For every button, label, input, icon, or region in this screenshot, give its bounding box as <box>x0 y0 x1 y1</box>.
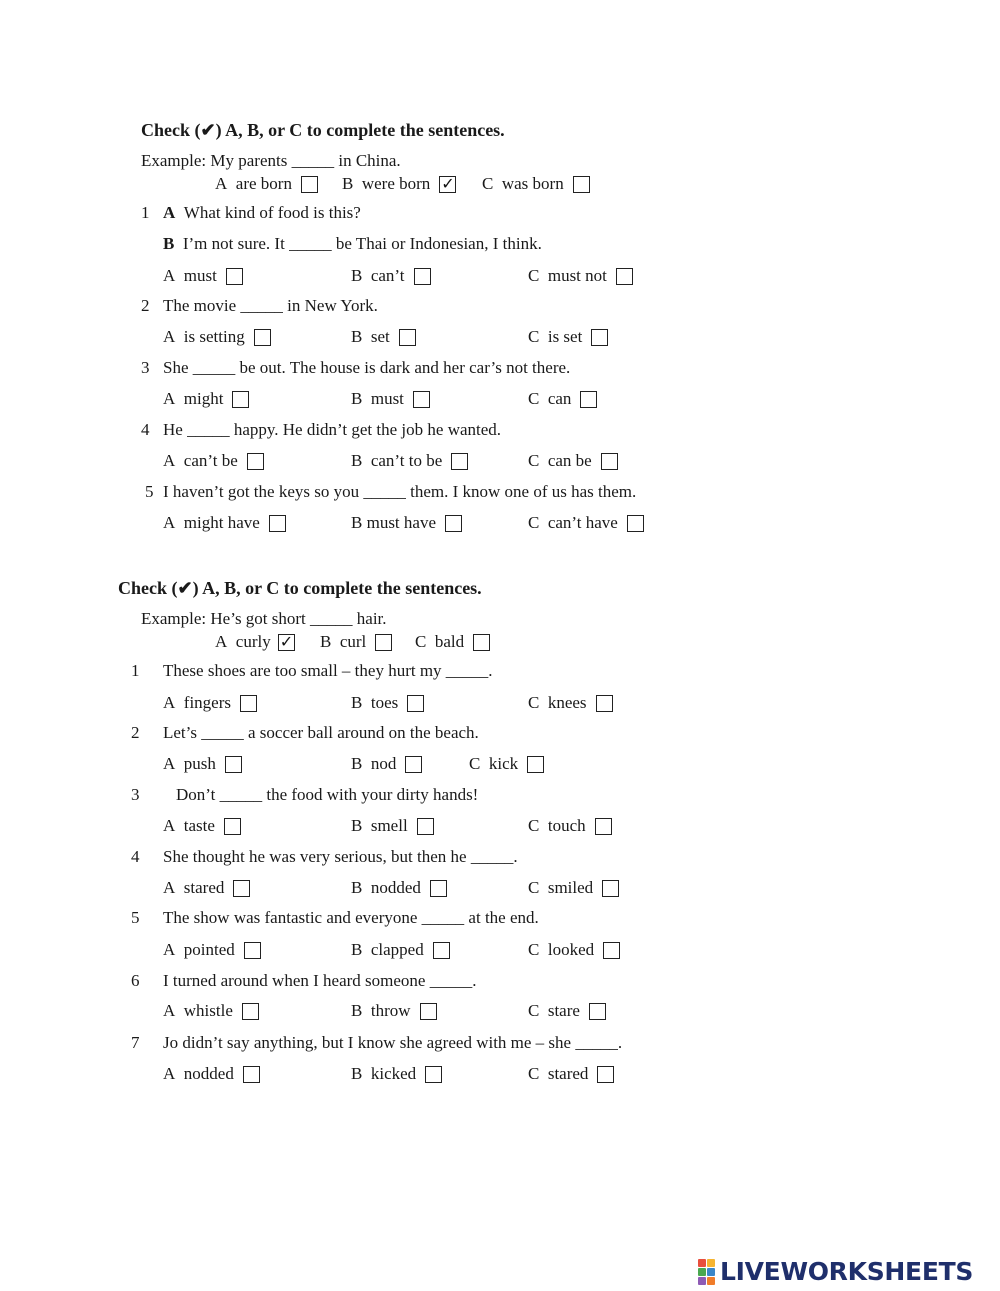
checkbox[interactable] <box>243 1066 260 1083</box>
option-letter: A <box>163 940 176 959</box>
checkbox[interactable] <box>601 453 618 470</box>
option-text: clapped <box>370 940 424 959</box>
question-number: 4 <box>141 420 150 439</box>
option-letter: C <box>528 266 540 285</box>
checkbox[interactable] <box>226 268 243 285</box>
option-text: push <box>183 754 216 773</box>
question-number: 3 <box>131 785 140 804</box>
option-letter: A <box>163 327 176 346</box>
option-a <box>163 327 271 347</box>
option-a <box>163 451 264 471</box>
checkbox[interactable] <box>247 453 264 470</box>
logo-text: LIVEWORKSHEETS <box>720 1257 974 1286</box>
checkbox[interactable] <box>269 515 286 532</box>
checkbox[interactable] <box>616 268 633 285</box>
option-text: smiled <box>547 878 594 897</box>
checkbox[interactable] <box>301 176 318 193</box>
option-letter: A <box>163 513 176 532</box>
option-text: nodded <box>183 1064 234 1083</box>
option-letter: B <box>320 632 332 651</box>
option-text: stare <box>547 1001 580 1020</box>
question-text: Jo didn’t say anything, but I know she agreed with me – she _____. <box>163 1033 623 1052</box>
option-c <box>528 693 613 713</box>
option-b <box>351 754 422 774</box>
option-c <box>528 266 633 286</box>
logo-block <box>698 1268 706 1276</box>
question-number: 2 <box>141 296 150 315</box>
checkbox[interactable] <box>233 880 250 897</box>
option-text: curly <box>235 632 271 651</box>
option-text: stared <box>547 1064 589 1083</box>
checkbox[interactable] <box>414 268 431 285</box>
question-text: These shoes are too small – they hurt my _____. <box>163 661 493 680</box>
option-text: is setting <box>183 327 245 346</box>
question-text: Don’t _____ the food with your dirty hands! <box>176 785 479 804</box>
option-text: can’t <box>370 266 405 285</box>
checkbox[interactable] <box>445 515 462 532</box>
option-a <box>163 754 242 774</box>
option-text: must <box>370 389 404 408</box>
option-b <box>351 878 447 898</box>
option-b <box>351 327 416 347</box>
checkbox[interactable] <box>591 329 608 346</box>
checkbox[interactable] <box>407 695 424 712</box>
section1-example-option-a <box>215 174 318 194</box>
checkbox[interactable] <box>417 818 434 835</box>
option-letter: A <box>163 266 176 285</box>
option-text: taste <box>183 816 215 835</box>
option-b <box>351 266 431 286</box>
checkbox-checked[interactable] <box>439 176 456 193</box>
option-letter: C <box>528 816 540 835</box>
option-c <box>528 816 612 836</box>
option-text: must have <box>366 513 436 532</box>
checkbox[interactable] <box>413 391 430 408</box>
option-text: whistle <box>183 1001 233 1020</box>
question-text: The show was fantastic and everyone _____ at the end. <box>163 908 539 927</box>
question-text: She _____ be out. The house is dark and her car’s not there. <box>163 358 571 377</box>
question-text: What kind of food is this? <box>183 203 361 222</box>
section1-example-option-b <box>342 174 456 194</box>
question-text: She thought he was very serious, but then he _____. <box>163 847 518 866</box>
liveworksheets-blocks-icon <box>698 1259 715 1285</box>
option-a <box>163 940 261 960</box>
option-letter: B <box>351 266 363 285</box>
option-c <box>528 940 620 960</box>
option-b <box>351 1064 442 1084</box>
checkbox[interactable] <box>375 634 392 651</box>
option-letter: B <box>351 327 363 346</box>
speaker-label: A <box>163 203 176 222</box>
option-letter: C <box>528 451 540 470</box>
checkbox[interactable] <box>573 176 590 193</box>
checkbox[interactable] <box>580 391 597 408</box>
option-c <box>528 1001 606 1021</box>
option-text: might have <box>183 513 260 532</box>
question-number: 1 <box>131 661 140 680</box>
checkbox[interactable] <box>420 1003 437 1020</box>
checkbox[interactable] <box>244 942 261 959</box>
checkbox[interactable] <box>399 329 416 346</box>
option-text: must <box>183 266 217 285</box>
option-letter: B <box>351 754 363 773</box>
question-number: 6 <box>131 971 140 990</box>
logo-block <box>707 1268 715 1276</box>
option-letter: A <box>163 389 176 408</box>
option-text: kick <box>488 754 519 773</box>
logo-block <box>698 1277 706 1285</box>
question-text: He _____ happy. He didn’t get the job he wanted. <box>163 420 502 439</box>
option-letter: C <box>528 389 540 408</box>
option-b <box>351 389 430 409</box>
option-letter: C <box>469 754 481 773</box>
option-b <box>351 451 468 471</box>
logo-block <box>698 1259 706 1267</box>
option-text: looked <box>547 940 595 959</box>
option-text: knees <box>547 693 587 712</box>
section2-example-option-a <box>215 632 295 652</box>
option-text: pointed <box>183 940 235 959</box>
question-text: Let’s _____ a soccer ball around on the beach. <box>163 723 479 742</box>
question-number: 4 <box>131 847 140 866</box>
option-letter: C <box>415 632 427 651</box>
checkbox[interactable] <box>240 695 257 712</box>
section2-example-option-c <box>415 632 490 652</box>
option-letter: B <box>351 940 363 959</box>
option-a <box>163 693 257 713</box>
option-letter: A <box>163 451 176 470</box>
option-c <box>528 451 618 471</box>
option-text: toes <box>370 693 399 712</box>
option-letter: A <box>163 816 176 835</box>
option-b <box>351 940 450 960</box>
checkbox[interactable] <box>597 1066 614 1083</box>
option-text: nodded <box>370 878 421 897</box>
checkbox[interactable] <box>242 1003 259 1020</box>
option-letter: C <box>528 327 540 346</box>
section2-heading: Check (✔) A, B, or C to complete the sentences. <box>118 578 482 598</box>
checkbox[interactable] <box>224 818 241 835</box>
option-c <box>469 754 544 774</box>
option-text: might <box>183 389 224 408</box>
question-number: 5 <box>131 908 140 927</box>
option-letter: A <box>215 632 228 651</box>
checkbox[interactable] <box>451 453 468 470</box>
checkbox-checked[interactable] <box>278 634 295 651</box>
question-text: I turned around when I heard someone _____. <box>163 971 477 990</box>
option-letter: A <box>163 693 176 712</box>
checkbox[interactable] <box>602 880 619 897</box>
option-a <box>163 389 249 409</box>
option-b <box>351 816 434 836</box>
option-letter: B <box>351 451 363 470</box>
option-text: can be <box>547 451 592 470</box>
option-letter: A <box>215 174 228 193</box>
option-letter: B <box>351 816 363 835</box>
option-text: stared <box>183 878 225 897</box>
option-c <box>528 327 608 347</box>
option-text: set <box>370 327 390 346</box>
option-letter: C <box>528 878 540 897</box>
option-a <box>163 266 243 286</box>
option-text: can <box>547 389 572 408</box>
option-letter: A <box>163 1064 176 1083</box>
section1-example-option-c <box>482 174 590 194</box>
option-a <box>163 513 286 533</box>
checkbox[interactable] <box>254 329 271 346</box>
question-text: The movie _____ in New York. <box>163 296 378 315</box>
option-b <box>351 513 462 533</box>
option-c <box>528 389 597 409</box>
option-text: were born <box>361 174 431 193</box>
option-letter: C <box>482 174 494 193</box>
option-text: bald <box>434 632 465 651</box>
option-letter: B <box>351 878 363 897</box>
option-text: must not <box>547 266 607 285</box>
option-c <box>528 513 644 533</box>
option-c <box>528 878 619 898</box>
checkbox[interactable] <box>603 942 620 959</box>
checkbox[interactable] <box>405 756 422 773</box>
logo-block <box>707 1277 715 1285</box>
question-line-b <box>163 234 542 254</box>
option-letter: B <box>351 513 363 532</box>
checkbox[interactable] <box>627 515 644 532</box>
section1-example-sentence: Example: My parents _____ in China. <box>141 151 401 170</box>
question-text: I haven’t got the keys so you _____ them. I know one of us has them. <box>163 482 637 501</box>
option-text: curl <box>339 632 367 651</box>
logo-block <box>707 1259 715 1267</box>
checkbox[interactable] <box>430 880 447 897</box>
option-c <box>528 1064 614 1084</box>
checkbox[interactable] <box>473 634 490 651</box>
checkbox[interactable] <box>232 391 249 408</box>
option-letter: C <box>528 513 540 532</box>
option-text: fingers <box>183 693 231 712</box>
option-text: kicked <box>370 1064 417 1083</box>
question-line-a <box>163 203 361 223</box>
section2-example-option-b <box>320 632 392 652</box>
question-number: 2 <box>131 723 140 742</box>
option-text: throw <box>370 1001 411 1020</box>
option-b <box>351 693 424 713</box>
option-letter: A <box>163 1001 176 1020</box>
checkbox[interactable] <box>595 818 612 835</box>
option-a <box>163 878 250 898</box>
option-letter: B <box>351 1001 363 1020</box>
option-text: can’t be <box>183 451 238 470</box>
option-b <box>351 1001 437 1021</box>
question-number: 3 <box>141 358 150 377</box>
option-letter: A <box>163 754 176 773</box>
option-letter: B <box>351 693 363 712</box>
option-text: was born <box>501 174 564 193</box>
speaker-label: B <box>163 234 175 253</box>
option-text: smell <box>370 816 408 835</box>
checkbox[interactable] <box>433 942 450 959</box>
option-letter: B <box>342 174 354 193</box>
option-text: is set <box>547 327 583 346</box>
option-letter: C <box>528 693 540 712</box>
option-text: can’t have <box>547 513 618 532</box>
checkbox[interactable] <box>425 1066 442 1083</box>
option-a <box>163 1064 260 1084</box>
option-letter: C <box>528 1064 540 1083</box>
option-text: nod <box>370 754 397 773</box>
option-letter: A <box>163 878 176 897</box>
section1-heading: Check (✔) A, B, or C to complete the sentences. <box>141 120 505 140</box>
option-a <box>163 1001 259 1021</box>
section2-example-sentence: Example: He’s got short _____ hair. <box>141 609 387 628</box>
question-number: 1 <box>141 203 150 222</box>
checkbox[interactable] <box>225 756 242 773</box>
liveworksheets-logo[interactable] <box>698 1257 973 1286</box>
option-letter: B <box>351 1064 363 1083</box>
checkbox[interactable] <box>527 756 544 773</box>
option-letter: C <box>528 1001 540 1020</box>
checkbox[interactable] <box>596 695 613 712</box>
option-a <box>163 816 241 836</box>
option-letter: C <box>528 940 540 959</box>
question-text: I’m not sure. It _____ be Thai or Indonesian, I think. <box>182 234 542 253</box>
question-number: 7 <box>131 1033 140 1052</box>
question-number: 5 <box>145 482 154 501</box>
option-text: can’t to be <box>370 451 443 470</box>
checkbox[interactable] <box>589 1003 606 1020</box>
option-text: are born <box>235 174 292 193</box>
option-text: touch <box>547 816 586 835</box>
option-letter: B <box>351 389 363 408</box>
